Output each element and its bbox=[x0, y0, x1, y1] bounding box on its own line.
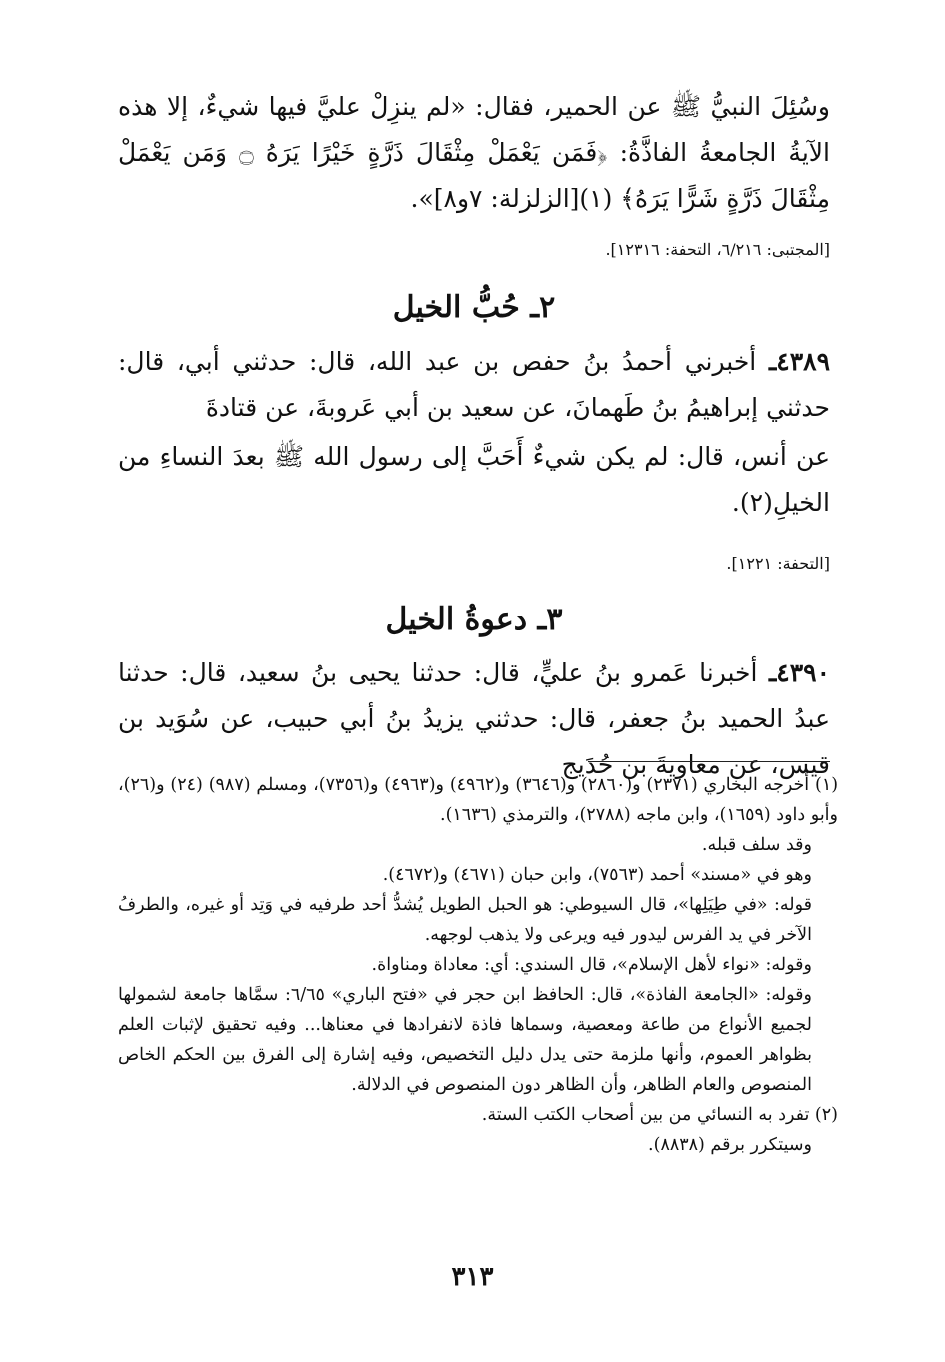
footnote-line: قوله: «في طِيَلِها»، قال السيوطي: هو الحبل الطويل يُشدُّ أحد طرفيه في وَتِد أو غيره، والطرفُ الآخر في يد الفرس ليدور فيه ويرعى ولا يذهب لوجهه. bbox=[118, 895, 812, 945]
footnote-line: وقوله: «الجامعة الفاذة»، قال: الحافظ ابن حجر في «فتح الباري» ٦/٦٥: سمَّاها جامعة لشمولها لجميع الأنواع من طاعة ومعصية، وسماها فاذة لانفرادها في معناها... وفيه تحقيق لإثبات العلم بظواهر العموم، وأنها ملزمة حتى يدل دليل التخصيص، وفيه إشارة إلى الفرق بين الحكم الخاص المنصوص والعام الظاهر، وأن الظاهر دون المنصوص في الدلالة. bbox=[118, 985, 813, 1095]
footnote-line: وقوله: «نواء لأهل الإسلام»، قال السندي: أي: معاداة ومناواة. bbox=[371, 955, 812, 975]
section1-reference: [المجتبى: ٦/٢١٦، التحفة: ١٢٣١٦]. bbox=[605, 240, 830, 259]
footnotes bbox=[118, 770, 838, 1160]
footnote-line: وسيتكرر برقم (٨٨٣٨). bbox=[648, 1135, 812, 1155]
hadith-4389-matn: عن أنس، قال: لم يكن شيءٌ أَحَبَّ إلى رسول الله ﷺ بعدَ النساءِ من الخيلِ(٢). bbox=[118, 442, 830, 517]
hadith-number: ٤٣٨٩ـ bbox=[768, 347, 830, 376]
hadith-4390-isnad bbox=[118, 650, 830, 788]
footnote-separator bbox=[588, 761, 830, 762]
section1-text: وسُئِلَ النبيُّ ﷺ عن الحمير، فقال: «لم ينزِلْ عليَّ فيها شيءٌ، إلا هذه الآيةُ الجامعةُ الفاذَّةُ: ﴿فَمَن يَعْمَلْ مِثْقَالَ ذَرَّةٍ خَيْرًا يَرَهُ ۝ وَمَن يَعْمَلْ مِثْقَالَ ذَرَّةٍ شَرًّا يَرَهُ﴾ (١)[الزلزلة: ٧و٨]». bbox=[118, 92, 830, 213]
chapter3-heading: ٣ـ دعوةُ الخيل bbox=[385, 602, 563, 637]
chapter2-heading: ٢ـ حُبُّ الخيل bbox=[392, 290, 556, 325]
footnote-line: وهو في «مسند» أحمد (٧٥٦٣)، وابن حبان (٤٦٧١) و(٤٦٧٢). bbox=[382, 865, 812, 885]
footnote-1: (١) أخرجه البخاري (٢٣٧١) و(٢٨٦٠) و(٣٦٤٦) و(٤٩٦٢) و(٤٩٦٣) و(٧٣٥٦)، ومسلم (٩٨٧) (٢٤) و(٢٦)، وأبو داود (١٦٥٩)، وابن ماجه (٢٧٨٨)، والترمذي (١٦٣٦). bbox=[118, 775, 839, 825]
chapter2-reference: [التحفة: ١٢٢١]. bbox=[726, 554, 830, 573]
page-number: ٣١٣ bbox=[451, 1262, 494, 1292]
isnad-text: أخبرني أحمدُ بنُ حفص بن عبد الله، قال: حدثني أبي، قال: حدثني إبراهيمُ بنُ طَهمانَ، عن سعيد بن أبي عَروبةَ، عن قتادةَ bbox=[118, 347, 830, 422]
hadith-4389-isnad bbox=[118, 339, 830, 431]
isnad-text: أخبرنا عَمرو بنُ عليٍّ، قال: حدثنا يحيى بنُ سعيد، قال: حدثنا عبدُ الحميد بنُ جعفر، قال: حدثني يزيدُ بنُ أبي حبيب، عن سُوَيد بن قيس، عن معاويةَ بن حُدَيج bbox=[118, 658, 830, 779]
footnote-line: وقد سلف قبله. bbox=[701, 835, 812, 855]
footnote-2: (٢) تفرد به النسائي من بين أصحاب الكتب الستة. bbox=[481, 1105, 838, 1125]
hadith-number: ٤٣٩٠ـ bbox=[768, 658, 830, 687]
